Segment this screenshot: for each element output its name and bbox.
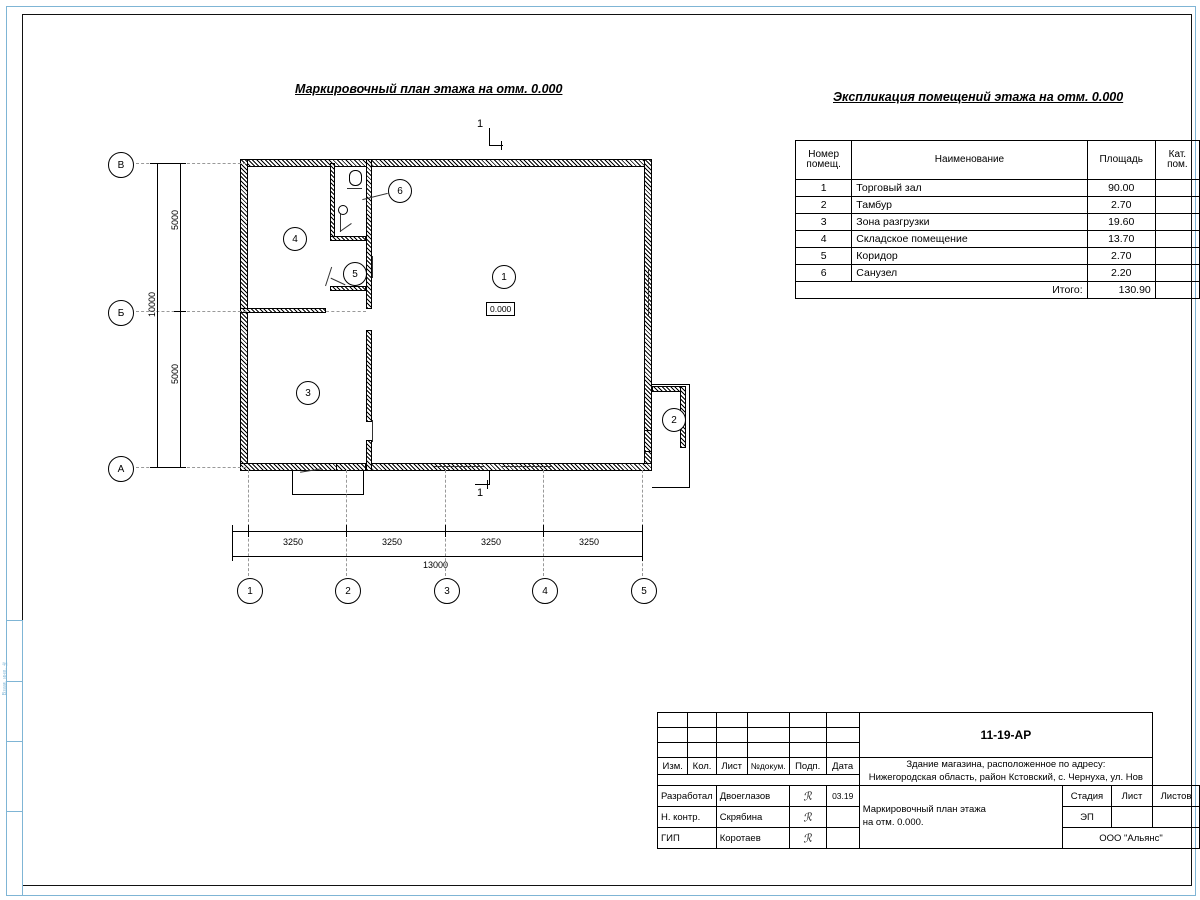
role-signature-3	[789, 828, 826, 849]
stamp-columns-row	[658, 758, 1200, 775]
cell-area: 90.00	[1087, 180, 1155, 197]
cell-num: 6	[796, 265, 852, 282]
stamp-blank-4	[747, 713, 789, 728]
door-swing-wc	[340, 223, 352, 232]
drawing-name-line-1: Маркировочный план этажа	[862, 804, 986, 816]
dim-tick-v1	[150, 163, 186, 164]
signature-glyph: ℛ	[802, 831, 813, 846]
title-block	[657, 712, 1200, 849]
dim-tick-total-right	[642, 525, 643, 561]
col-list: Лист	[716, 758, 747, 775]
window-right-1	[648, 268, 649, 316]
stamp-blank-15	[716, 743, 747, 758]
stamp-blank-18	[826, 743, 859, 758]
stamp-blank-14	[688, 743, 716, 758]
cell-name: Складское помещение	[852, 231, 1087, 248]
axis-bubble-4: 4	[532, 578, 558, 604]
cell-num: 1	[796, 180, 852, 197]
cell-name: Зона разгрузки	[852, 214, 1087, 231]
dim-value-h-2: 3250	[382, 537, 403, 547]
role-name-3: Коротаев	[716, 828, 789, 849]
axis-line-2	[346, 470, 347, 576]
plan-title: Маркировочный план этажа на отм. 0.000	[295, 82, 563, 96]
cell-name: Торговый зал	[852, 180, 1087, 197]
sheets-value	[1153, 807, 1200, 828]
table-row	[796, 231, 1200, 248]
wall-internal-horizontal	[240, 308, 326, 313]
cell-name: Коридор	[852, 248, 1087, 265]
cell-kat	[1155, 265, 1199, 282]
table-row	[796, 180, 1200, 197]
cell-kat	[1155, 180, 1199, 197]
sheets-header: Листов	[1153, 786, 1200, 807]
dim-tick-total-left	[232, 525, 233, 561]
section-line-top	[489, 128, 490, 146]
dim-chain-v-inner	[180, 163, 181, 467]
sink-icon	[338, 205, 348, 215]
cell-area: 2.70	[1087, 248, 1155, 265]
axis-bubble-1: 1	[237, 578, 263, 604]
porch-right	[363, 471, 364, 495]
wc-fixture-icon	[349, 170, 362, 186]
dim-chain-v-outer	[157, 163, 158, 467]
project-code: 11-19-АР	[859, 713, 1152, 758]
tambour-top	[652, 384, 690, 385]
stamp-blank-7	[658, 728, 688, 743]
cell-area: 2.20	[1087, 265, 1155, 282]
col-kol: Кол.	[688, 758, 716, 775]
floor-plan-drawing	[0, 0, 760, 620]
role-name-1: Двоеглазов	[716, 786, 789, 807]
cell-num: 3	[796, 214, 852, 231]
entrance-door-bottom	[336, 463, 366, 471]
section-arrow-top-head	[501, 141, 502, 150]
role-label-3: ГИП	[658, 828, 717, 849]
cell-area: 13.70	[1087, 231, 1155, 248]
object-line-1: Здание магазина, расположенное по адресу:	[906, 758, 1106, 770]
door-leaf-room4	[325, 267, 332, 286]
section-label-top: 1	[477, 118, 484, 130]
role-signature-2	[789, 807, 826, 828]
total-label: Итого:	[796, 282, 1088, 299]
dim-tick-h2	[346, 525, 347, 537]
explication-title: Экспликация помещений этажа на отм. 0.000	[833, 90, 1124, 104]
dim-tick-v3	[150, 467, 186, 468]
room-label-6: 6	[388, 179, 412, 203]
stamp-row-top	[658, 713, 1200, 728]
wall-bottom	[240, 463, 652, 471]
room-label-3: 3	[296, 381, 320, 405]
section-arrow-bottom-head	[487, 480, 488, 489]
dim-value-h-4: 3250	[579, 537, 600, 547]
tambour-bottom	[652, 487, 690, 488]
cell-num: 2	[796, 197, 852, 214]
stamp-spacer	[658, 775, 860, 786]
company-name: ООО "Альянс"	[1063, 828, 1200, 849]
dim-tick-h1	[248, 525, 249, 537]
signature-glyph: ℛ	[802, 789, 813, 804]
dim-tick-h3	[445, 525, 446, 537]
axis-bubble-2: 2	[335, 578, 361, 604]
table-row	[796, 214, 1200, 231]
table-row	[796, 265, 1200, 282]
axis-line-1	[248, 470, 249, 576]
table-header-row	[796, 141, 1200, 180]
table-total-row	[796, 282, 1200, 299]
sheet-header: Лист	[1112, 786, 1153, 807]
signature-glyph: ℛ	[802, 810, 813, 825]
left-margin-label: Взам. инв. №	[2, 660, 8, 696]
table-row	[796, 197, 1200, 214]
window-bottom-1	[434, 466, 484, 467]
total-value: 130.90	[1087, 282, 1155, 299]
dim-value-v-10000: 10000	[147, 292, 157, 318]
cell-name: Санузел	[852, 265, 1087, 282]
stamp-blank-12	[826, 728, 859, 743]
cell-area: 19.60	[1087, 214, 1155, 231]
dim-tick-h4	[543, 525, 544, 537]
dim-chain-h-outer	[232, 556, 642, 557]
header-area: Площадь	[1087, 141, 1155, 180]
section-label-bottom: 1	[477, 487, 484, 499]
stamp-blank-2	[688, 713, 716, 728]
room-level-mark: 0.000	[486, 302, 515, 316]
axis-bubble-A: А	[108, 456, 134, 482]
sheet-value	[1112, 807, 1153, 828]
room-label-2: 2	[662, 408, 686, 432]
wall-internal-vertical-lower	[366, 330, 372, 422]
stamp-blank-8	[688, 728, 716, 743]
stage-value: ЭП	[1063, 807, 1112, 828]
cell-kat	[1155, 197, 1199, 214]
stamp-blank-11	[789, 728, 826, 743]
stage-header: Стадия	[1063, 786, 1112, 807]
room-label-5: 5	[343, 262, 367, 286]
stamp-blank-6	[826, 713, 859, 728]
object-description	[859, 758, 1152, 786]
role-label-1: Разработал	[658, 786, 717, 807]
cell-name: Тамбур	[852, 197, 1087, 214]
stamp-blank-13	[658, 743, 688, 758]
total-kat	[1155, 282, 1199, 299]
wall-internal-vertical	[366, 159, 372, 309]
wall-left	[240, 159, 248, 471]
axis-bubble-B: Б	[108, 300, 134, 326]
porch-left	[292, 471, 293, 495]
axis-bubble-5: 5	[631, 578, 657, 604]
axis-line-4	[543, 470, 544, 576]
dim-value-v-5000-top: 5000	[170, 210, 180, 231]
stamp-blank-9	[716, 728, 747, 743]
stamp-blank-10	[747, 728, 789, 743]
stamp-blank-17	[789, 743, 826, 758]
stamp-role-row-1	[658, 786, 1200, 807]
room-label-4: 4	[283, 227, 307, 251]
dim-value-h-1: 3250	[283, 537, 304, 547]
explication-table	[795, 140, 1200, 299]
tambour-right	[689, 384, 690, 488]
object-line-2: Нижегородская область, район Кстовский, с. Чернуха, ул. Нов	[868, 771, 1143, 783]
wall-internal-vertical-lower2	[366, 440, 372, 471]
table-row	[796, 248, 1200, 265]
cell-kat	[1155, 231, 1199, 248]
header-name: Наименование	[852, 141, 1087, 180]
tambour-wall-inner	[644, 430, 652, 452]
cell-kat	[1155, 214, 1199, 231]
wall-wc-bottom	[330, 236, 366, 241]
wall-corridor	[330, 286, 366, 291]
window-bottom-2	[502, 466, 552, 467]
col-izm: Изм.	[658, 758, 688, 775]
cell-num: 5	[796, 248, 852, 265]
role-label-2: Н. контр.	[658, 807, 717, 828]
stamp-blank-5	[789, 713, 826, 728]
role-signature-1	[789, 786, 826, 807]
cell-kat	[1155, 248, 1199, 265]
dim-value-h-3: 3250	[481, 537, 502, 547]
wall-opening-dash	[326, 311, 366, 312]
axis-bubble-V: В	[108, 152, 134, 178]
stamp-blank-1	[658, 713, 688, 728]
cell-num: 4	[796, 231, 852, 248]
door-leaf-room1	[372, 256, 373, 278]
col-data: Дата	[826, 758, 859, 775]
cell-area: 2.70	[1087, 197, 1155, 214]
wc-fixture-line	[347, 188, 362, 189]
role-date-2	[826, 807, 859, 828]
stamp-blank-16	[747, 743, 789, 758]
room-label-1: 1	[492, 265, 516, 289]
stamp-blank-3	[716, 713, 747, 728]
role-name-2: Скрябина	[716, 807, 789, 828]
col-ndoc: №докум.	[747, 758, 789, 775]
drawing-name-line-2: на отм. 0.000.	[862, 817, 924, 828]
col-podp: Подп.	[789, 758, 826, 775]
dim-value-h-total: 13000	[423, 560, 449, 570]
wall-wc-vertical	[330, 163, 335, 240]
wall-top	[240, 159, 652, 167]
door-leaf-room3	[372, 420, 373, 442]
dim-chain-h-inner	[232, 531, 642, 532]
role-date-3	[826, 828, 859, 849]
porch-bottom	[292, 494, 364, 495]
header-kat: Кат. пом.	[1155, 141, 1199, 180]
dim-tick-v2	[174, 311, 186, 312]
drawing-name	[859, 786, 1062, 849]
header-num: Номер помещ.	[796, 141, 852, 180]
axis-bubble-3: 3	[434, 578, 460, 604]
role-date-1: 03.19	[826, 786, 859, 807]
dim-value-v-5000-bottom: 5000	[170, 364, 180, 385]
